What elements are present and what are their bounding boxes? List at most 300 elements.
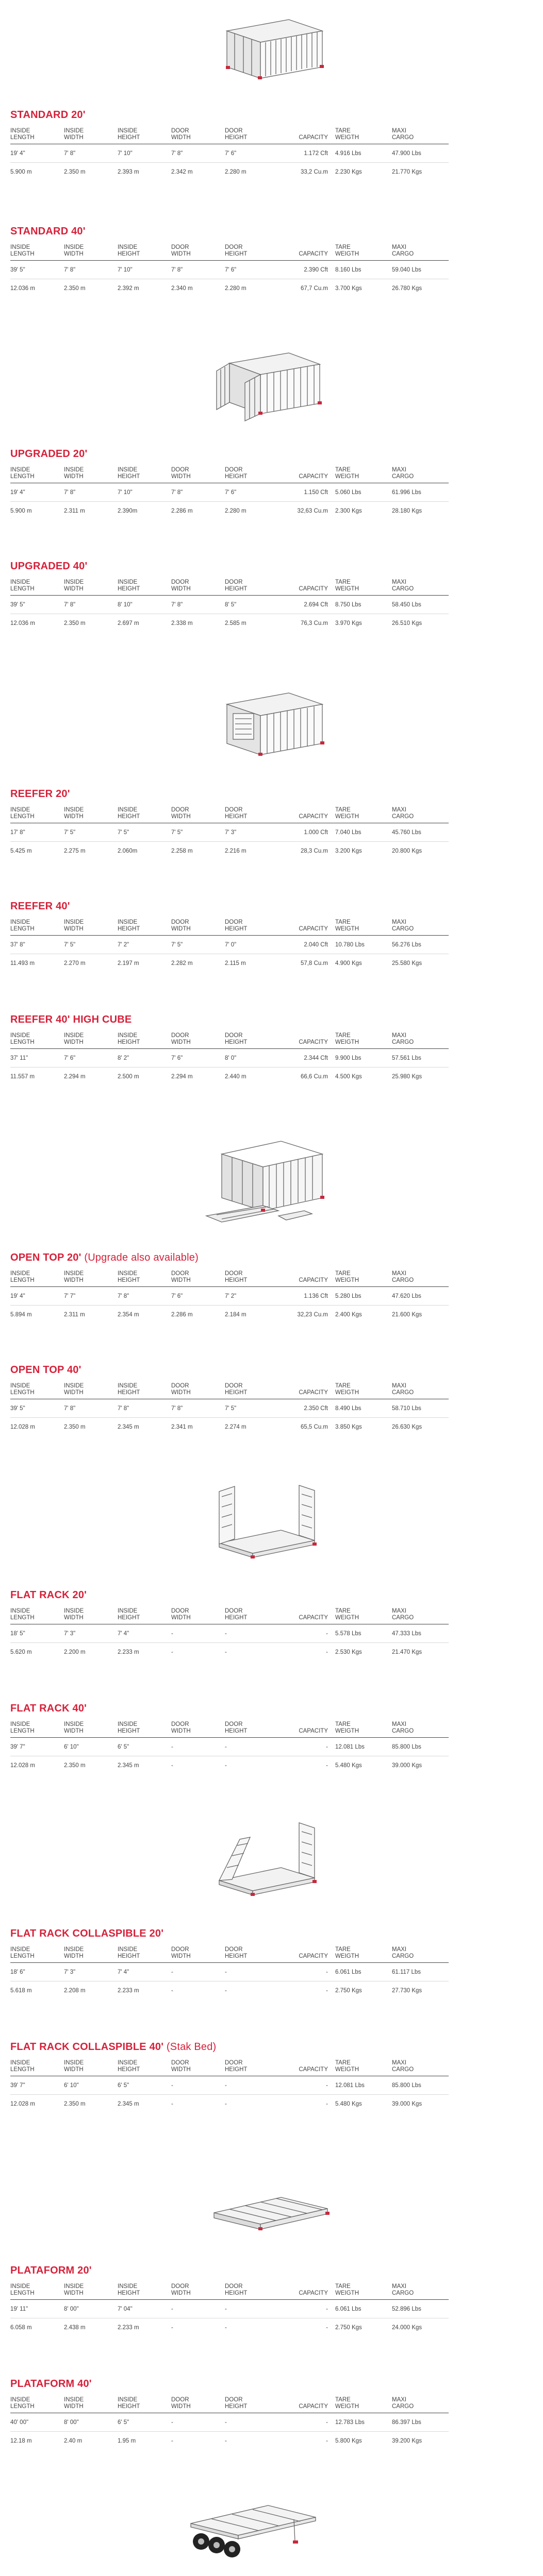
col-header-inside-width: INSIDE WIDTH (64, 1032, 118, 1049)
col-header-inside-width: INSIDE WIDTH (64, 2397, 118, 2413)
cell-inside-height: 2.345 m (118, 1424, 139, 1430)
cell-door-height: 2.280 m (225, 508, 246, 514)
cell-door-width: - (171, 2438, 173, 2444)
cell-inside-height: 2.233 m (118, 1988, 139, 1994)
cell-door-width: 2.340 m (171, 285, 193, 292)
cell-maxi-cargo: 47.620 Lbs (392, 1287, 449, 1306)
cell-tare-weight: 7.040 Lbs (335, 823, 392, 842)
col-header-door-height: DOOR HEIGHT (225, 1383, 278, 1399)
cell-door-height: 2.280 m (225, 169, 246, 175)
cell-inside-height: 8' 10" (118, 596, 171, 614)
cell-maxi-cargo: 21.470 Kgs (392, 1649, 422, 1655)
flat-rack-collapsible-40-title (10, 2041, 216, 2053)
cell-door-height: 2.440 m (225, 1074, 246, 1080)
cell-door-height: 7' 6" (225, 483, 278, 502)
cell-door-width: - (171, 1988, 173, 1994)
cell-capacity: 2.350 Cft (278, 1399, 335, 1418)
col-header-door-width: DOOR WIDTH (171, 128, 225, 144)
cell-inside-length: 12.028 m (10, 1762, 35, 1769)
cell-tare-weight: 12.783 Lbs (335, 2413, 392, 2432)
cell-inside-height: 1.95 m (118, 2438, 136, 2444)
cell-tare-weight: 3.700 Kgs (335, 285, 362, 292)
cell-inside-height: 2.354 m (118, 1312, 139, 1318)
cell-inside-width: 2.311 m (64, 508, 85, 514)
platform-20-table (10, 2283, 449, 2336)
cell-tare-weight: 3.200 Kgs (335, 848, 362, 854)
col-header-capacity: CAPACITY (278, 2283, 335, 2300)
cell-inside-length: 5.425 m (10, 848, 32, 854)
col-header-door-width: DOOR WIDTH (171, 2060, 225, 2076)
flat-rack-40-title: FLAT RACK 40' (10, 1703, 87, 1714)
cell-maxi-cargo: 39.200 Kgs (392, 2438, 422, 2444)
cell-tare-weight: 6.061 Lbs (335, 2300, 392, 2318)
cell-door-width: 7' 8" (171, 596, 225, 614)
flat-rack-20-table (10, 1608, 449, 1661)
col-header-maxi-cargo: MAXI CARGO (392, 919, 449, 936)
open-top-40-title: OPEN TOP 40' (10, 1364, 81, 1376)
upgraded-40-title: UPGRADED 40' (10, 561, 88, 572)
cell-door-height: - (225, 1624, 278, 1643)
col-header-tare-weight: TARE WEIGTH (335, 128, 392, 144)
cell-inside-length: 12.036 m (10, 285, 35, 292)
cell-door-height: - (225, 1649, 227, 1655)
standard-container-illustration (206, 10, 330, 88)
cell-door-width: - (171, 2076, 225, 2095)
cell-maxi-cargo: 25.580 Kgs (392, 960, 422, 967)
col-header-inside-length: INSIDE LENGTH (10, 1032, 64, 1049)
cell-door-width: 7' 8" (171, 261, 225, 279)
cell-inside-width: 7' 8" (64, 596, 118, 614)
cell-inside-height: 7' 10" (118, 261, 171, 279)
cell-tare-weight: 3.850 Kgs (335, 1424, 362, 1430)
col-header-maxi-cargo: MAXI CARGO (392, 244, 449, 261)
col-header-tare-weight: TARE WEIGTH (335, 1721, 392, 1738)
cell-maxi-cargo: 24.000 Kgs (392, 2325, 422, 2331)
cell-inside-width: 2.270 m (64, 960, 86, 967)
cell-tare-weight: 5.480 Kgs (335, 2101, 362, 2107)
cell-tare-weight: 4.916 Lbs (335, 144, 392, 163)
cell-inside-height: 8' 2" (118, 1049, 171, 1067)
col-header-maxi-cargo: MAXI CARGO (392, 807, 449, 823)
table-row (10, 163, 449, 181)
cell-capacity: 2.390 Cft (278, 261, 335, 279)
cell-capacity: 2.040 Cft (278, 936, 335, 954)
col-header-inside-width: INSIDE WIDTH (64, 467, 118, 483)
col-header-inside-height: INSIDE HEIGHT (118, 1032, 171, 1049)
cell-tare-weight: 2.750 Kgs (335, 2325, 362, 2331)
col-header-maxi-cargo: MAXI CARGO (392, 1270, 449, 1287)
table-row (10, 2432, 449, 2450)
cell-inside-height: 2.345 m (118, 1762, 139, 1769)
flat-rack-collapsible-illustration (204, 1819, 327, 1906)
open-top-20-table (10, 1270, 449, 1324)
col-header-inside-length: INSIDE LENGTH (10, 1270, 64, 1287)
col-header-inside-height: INSIDE HEIGHT (118, 1946, 171, 1963)
col-header-door-width: DOOR WIDTH (171, 2283, 225, 2300)
col-header-inside-height: INSIDE HEIGHT (118, 2060, 171, 2076)
cell-inside-length: 6.058 m (10, 2325, 32, 2331)
col-header-capacity: CAPACITY (278, 1608, 335, 1624)
col-header-inside-length: INSIDE LENGTH (10, 2060, 64, 2076)
cell-inside-width: 7' 3" (64, 1624, 118, 1643)
cell-door-width: 2.338 m (171, 620, 193, 626)
table-row (10, 954, 449, 973)
standard-20-table (10, 128, 449, 181)
reefer-20-table (10, 807, 449, 860)
col-header-capacity: CAPACITY (278, 1270, 335, 1287)
col-header-inside-height: INSIDE HEIGHT (118, 807, 171, 823)
cell-inside-width: 2.275 m (64, 848, 86, 854)
cell-inside-width: 2.350 m (64, 2101, 86, 2107)
cell-capacity: 1.000 Cft (278, 823, 335, 842)
col-header-maxi-cargo: MAXI CARGO (392, 1608, 449, 1624)
col-header-maxi-cargo: MAXI CARGO (392, 579, 449, 596)
cell-door-height: 2.115 m (225, 960, 246, 967)
col-header-inside-width: INSIDE WIDTH (64, 1270, 118, 1287)
col-header-door-height: DOOR HEIGHT (225, 1270, 278, 1287)
upgraded-20-title: UPGRADED 20' (10, 448, 88, 460)
cell-inside-width: 2.350 m (64, 620, 86, 626)
col-header-inside-length: INSIDE LENGTH (10, 467, 64, 483)
col-header-inside-height: INSIDE HEIGHT (118, 1383, 171, 1399)
col-header-door-height: DOOR HEIGHT (225, 1946, 278, 1963)
cell-maxi-cargo: 61.117 Lbs (392, 1963, 449, 1981)
cell-door-height: 2.585 m (225, 620, 246, 626)
cell-inside-height: 2.697 m (118, 620, 139, 626)
col-header-door-height: DOOR HEIGHT (225, 467, 278, 483)
col-header-inside-width: INSIDE WIDTH (64, 919, 118, 936)
cell-inside-length: 18' 6" (10, 1963, 64, 1981)
cell-maxi-cargo: 39.000 Kgs (392, 2101, 422, 2107)
table-row (10, 2076, 449, 2095)
col-header-maxi-cargo: MAXI CARGO (392, 1721, 449, 1738)
cell-capacity: - (326, 1762, 328, 1769)
col-header-door-width: DOOR WIDTH (171, 244, 225, 261)
cell-inside-height: 2.197 m (118, 960, 139, 967)
cell-inside-length: 5.620 m (10, 1649, 32, 1655)
cell-door-width: 7' 8" (171, 483, 225, 502)
cell-capacity: - (326, 2438, 328, 2444)
cell-door-height: 2.184 m (225, 1312, 246, 1318)
cell-inside-width: 7' 3" (64, 1963, 118, 1981)
col-header-inside-height: INSIDE HEIGHT (118, 1270, 171, 1287)
cell-inside-width: 7' 6" (64, 1049, 118, 1067)
cell-tare-weight: 8.160 Lbs (335, 261, 392, 279)
standard-20-title: STANDARD 20' (10, 109, 86, 121)
table-row (10, 614, 449, 633)
cell-door-width: 7' 8" (171, 1399, 225, 1418)
col-header-tare-weight: TARE WEIGTH (335, 2060, 392, 2076)
col-header-maxi-cargo: MAXI CARGO (392, 2283, 449, 2300)
cell-door-width: 2.286 m (171, 1312, 193, 1318)
flat-rack-collapsible-40-title-text: FLAT RACK COLLASPIBLE 40' (10, 2041, 164, 2053)
cell-capacity: 66,6 Cu.m (300, 1074, 328, 1080)
cell-inside-length: 5.618 m (10, 1988, 32, 1994)
col-header-maxi-cargo: MAXI CARGO (392, 1946, 449, 1963)
cell-tare-weight: 2.530 Kgs (335, 1649, 362, 1655)
cell-inside-height: 2.390m (118, 508, 138, 514)
flat-rack-illustration (204, 1481, 327, 1569)
cell-capacity: 1.172 Cft (278, 144, 335, 163)
cell-capacity: 57,8 Cu.m (300, 960, 328, 967)
cell-door-width: 7' 6" (171, 1049, 225, 1067)
standard-40-title: STANDARD 40' (10, 226, 86, 237)
cell-inside-width: 2.40 m (64, 2438, 83, 2444)
col-header-tare-weight: TARE WEIGTH (335, 467, 392, 483)
col-header-door-height: DOOR HEIGHT (225, 128, 278, 144)
cell-tare-weight: 5.480 Kgs (335, 1762, 362, 1769)
col-header-capacity: CAPACITY (278, 467, 335, 483)
col-header-door-height: DOOR HEIGHT (225, 1032, 278, 1049)
cell-maxi-cargo: 47.333 Lbs (392, 1624, 449, 1643)
table-row (10, 1643, 449, 1662)
cell-door-width: - (171, 2101, 173, 2107)
cell-tare-weight: 5.280 Lbs (335, 1287, 392, 1306)
cell-tare-weight: 3.970 Kgs (335, 620, 362, 626)
cell-door-height: 7' 3" (225, 823, 278, 842)
flat-rack-collapsible-40-note: (Stak Bed) (163, 2041, 217, 2053)
col-header-door-width: DOOR WIDTH (171, 2397, 225, 2413)
cell-inside-height: 7' 4" (118, 1963, 171, 1981)
cell-door-height: 8' 0" (225, 1049, 278, 1067)
col-header-tare-weight: TARE WEIGTH (335, 1608, 392, 1624)
col-header-door-height: DOOR HEIGHT (225, 807, 278, 823)
cell-tare-weight: 6.061 Lbs (335, 1963, 392, 1981)
table-row (10, 2095, 449, 2113)
flat-rack-collapsible-20-table (10, 1946, 449, 1999)
col-header-capacity: CAPACITY (278, 579, 335, 596)
cell-inside-height: 2.233 m (118, 2325, 139, 2331)
cell-inside-height: 2.393 m (118, 169, 139, 175)
reefer-20-title: REEFER 20' (10, 788, 70, 800)
cell-maxi-cargo: 47.900 Lbs (392, 144, 449, 163)
cell-capacity: - (326, 1649, 328, 1655)
cell-inside-length: 5.894 m (10, 1312, 32, 1318)
col-header-capacity: CAPACITY (278, 1946, 335, 1963)
cell-door-width: 7' 5" (171, 936, 225, 954)
cell-inside-length: 39' 5" (10, 596, 64, 614)
reefer-40-hc-table (10, 1032, 449, 1086)
standard-40-table (10, 244, 449, 297)
col-header-maxi-cargo: MAXI CARGO (392, 2060, 449, 2076)
cell-inside-width: 2.350 m (64, 285, 86, 292)
cell-door-height: 7' 5" (225, 1399, 278, 1418)
cell-inside-length: 5.900 m (10, 169, 32, 175)
col-header-inside-height: INSIDE HEIGHT (118, 579, 171, 596)
cell-door-height: - (225, 2413, 278, 2432)
upgraded-container-illustration (206, 343, 330, 425)
cell-capacity: - (278, 1963, 335, 1981)
col-header-capacity: CAPACITY (278, 919, 335, 936)
cell-inside-width: 7' 8" (64, 483, 118, 502)
col-header-door-width: DOOR WIDTH (171, 1721, 225, 1738)
reefer-container-illustration (206, 683, 330, 765)
cell-maxi-cargo: 27.730 Kgs (392, 1988, 422, 1994)
cell-inside-length: 39' 7" (10, 1738, 64, 1756)
cell-capacity: 28,3 Cu.m (300, 848, 328, 854)
table-row (10, 1049, 449, 1067)
cell-inside-width: 6' 10" (64, 1738, 118, 1756)
cell-inside-length: 17' 8" (10, 823, 64, 842)
cell-capacity: 32,23 Cu.m (297, 1312, 328, 1318)
col-header-door-height: DOOR HEIGHT (225, 919, 278, 936)
cell-inside-length: 19' 4" (10, 483, 64, 502)
col-header-inside-height: INSIDE HEIGHT (118, 128, 171, 144)
cell-door-height: - (225, 1738, 278, 1756)
cell-inside-length: 19' 11" (10, 2300, 64, 2318)
col-header-tare-weight: TARE WEIGTH (335, 2283, 392, 2300)
cell-maxi-cargo: 26.630 Kgs (392, 1424, 422, 1430)
cell-maxi-cargo: 52.896 Lbs (392, 2300, 449, 2318)
cell-inside-length: 37' 8" (10, 936, 64, 954)
col-header-inside-length: INSIDE LENGTH (10, 579, 64, 596)
col-header-inside-height: INSIDE HEIGHT (118, 467, 171, 483)
cell-door-height: 2.280 m (225, 285, 246, 292)
col-header-inside-height: INSIDE HEIGHT (118, 919, 171, 936)
col-header-inside-width: INSIDE WIDTH (64, 244, 118, 261)
cell-capacity: - (278, 1738, 335, 1756)
table-row (10, 261, 449, 279)
cell-tare-weight: 12.081 Lbs (335, 1738, 392, 1756)
col-header-inside-height: INSIDE HEIGHT (118, 1608, 171, 1624)
cell-maxi-cargo: 58.710 Lbs (392, 1399, 449, 1418)
cell-capacity: 1.150 Cft (278, 483, 335, 502)
col-header-door-height: DOOR HEIGHT (225, 2060, 278, 2076)
upgraded-20-table (10, 467, 449, 520)
col-header-door-height: DOOR HEIGHT (225, 579, 278, 596)
cell-inside-height: 2.060m (118, 848, 138, 854)
col-header-door-height: DOOR HEIGHT (225, 244, 278, 261)
col-header-tare-weight: TARE WEIGTH (335, 1383, 392, 1399)
table-row (10, 1418, 449, 1436)
cell-inside-height: 2.500 m (118, 1074, 139, 1080)
cell-inside-length: 39' 5" (10, 261, 64, 279)
cell-maxi-cargo: 58.450 Lbs (392, 596, 449, 614)
col-header-inside-width: INSIDE WIDTH (64, 579, 118, 596)
cell-tare-weight: 2.230 Kgs (335, 169, 362, 175)
cell-door-width: - (171, 1624, 225, 1643)
cell-inside-length: 39' 5" (10, 1399, 64, 1418)
cell-capacity: 33,2 Cu.m (300, 169, 328, 175)
cell-inside-height: 7' 8" (118, 1399, 171, 1418)
cell-maxi-cargo: 26.780 Kgs (392, 285, 422, 292)
cell-maxi-cargo: 28.180 Kgs (392, 508, 422, 514)
table-row (10, 1963, 449, 1981)
flat-rack-collapsible-20-title: FLAT RACK COLLASPIBLE 20' (10, 1928, 164, 1939)
table-row (10, 1306, 449, 1324)
cell-inside-height: 6' 5" (118, 2076, 171, 2095)
cell-inside-length: 11.493 m (10, 960, 35, 967)
col-header-inside-height: INSIDE HEIGHT (118, 244, 171, 261)
col-header-tare-weight: TARE WEIGTH (335, 244, 392, 261)
col-header-inside-length: INSIDE LENGTH (10, 1608, 64, 1624)
open-top-40-table (10, 1383, 449, 1436)
cell-tare-weight: 8.490 Lbs (335, 1399, 392, 1418)
col-header-inside-width: INSIDE WIDTH (64, 2283, 118, 2300)
col-header-tare-weight: TARE WEIGTH (335, 1032, 392, 1049)
cell-inside-height: 7' 5" (118, 823, 171, 842)
col-header-capacity: CAPACITY (278, 2060, 335, 2076)
cell-door-width: 2.294 m (171, 1074, 193, 1080)
cell-maxi-cargo: 85.800 Lbs (392, 2076, 449, 2095)
cell-maxi-cargo: 25.980 Kgs (392, 1074, 422, 1080)
cell-inside-length: 19' 4" (10, 144, 64, 163)
cell-door-width: - (171, 1762, 173, 1769)
table-row (10, 936, 449, 954)
col-header-door-height: DOOR HEIGHT (225, 1608, 278, 1624)
cell-inside-height: 2.233 m (118, 1649, 139, 1655)
col-header-capacity: CAPACITY (278, 2397, 335, 2413)
cell-inside-length: 19' 4" (10, 1287, 64, 1306)
cell-inside-width: 7' 8" (64, 261, 118, 279)
cell-inside-length: 12.028 m (10, 1424, 35, 1430)
cell-capacity: 67,7 Cu.m (300, 285, 328, 292)
cell-inside-width: 7' 8" (64, 1399, 118, 1418)
cell-capacity: - (278, 1624, 335, 1643)
col-header-tare-weight: TARE WEIGTH (335, 1270, 392, 1287)
col-header-door-width: DOOR WIDTH (171, 1032, 225, 1049)
cell-inside-width: 6' 10" (64, 2076, 118, 2095)
col-header-maxi-cargo: MAXI CARGO (392, 467, 449, 483)
col-header-tare-weight: TARE WEIGTH (335, 807, 392, 823)
chassis-illustration (180, 2493, 325, 2570)
cell-tare-weight: 5.578 Lbs (335, 1624, 392, 1643)
cell-inside-width: 2.350 m (64, 1762, 86, 1769)
cell-inside-width: 7' 7" (64, 1287, 118, 1306)
col-header-capacity: CAPACITY (278, 807, 335, 823)
cell-inside-height: 6' 5" (118, 1738, 171, 1756)
cell-door-height: 7' 6" (225, 144, 278, 163)
cell-tare-weight: 4.500 Kgs (335, 1074, 362, 1080)
cell-tare-weight: 4.900 Kgs (335, 960, 362, 967)
col-header-inside-height: INSIDE HEIGHT (118, 1721, 171, 1738)
table-row (10, 2300, 449, 2318)
cell-maxi-cargo: 21.600 Kgs (392, 1312, 422, 1318)
cell-tare-weight: 9.900 Lbs (335, 1049, 392, 1067)
flat-rack-40-table (10, 1721, 449, 1774)
cell-door-height: - (225, 2438, 227, 2444)
cell-inside-height: 7' 10" (118, 144, 171, 163)
cell-inside-length: 12.036 m (10, 620, 35, 626)
table-row (10, 1287, 449, 1306)
cell-inside-length: 5.900 m (10, 508, 32, 514)
cell-capacity: - (278, 2300, 335, 2318)
col-header-door-width: DOOR WIDTH (171, 579, 225, 596)
table-row (10, 144, 449, 163)
cell-door-height: 8' 5" (225, 596, 278, 614)
col-header-door-width: DOOR WIDTH (171, 1608, 225, 1624)
cell-inside-width: 8' 00" (64, 2300, 118, 2318)
platform-illustration (204, 2182, 338, 2244)
cell-door-height: - (225, 2101, 227, 2107)
col-header-inside-length: INSIDE LENGTH (10, 128, 64, 144)
col-header-capacity: CAPACITY (278, 244, 335, 261)
reefer-40-hc-title: REEFER 40' HIGH CUBE (10, 1014, 132, 1025)
cell-door-width: - (171, 1738, 225, 1756)
cell-inside-length: 12.028 m (10, 2101, 35, 2107)
cell-inside-width: 8' 00" (64, 2413, 118, 2432)
col-header-door-width: DOOR WIDTH (171, 467, 225, 483)
col-header-inside-height: INSIDE HEIGHT (118, 2283, 171, 2300)
col-header-maxi-cargo: MAXI CARGO (392, 1383, 449, 1399)
cell-inside-width: 7' 5" (64, 823, 118, 842)
cell-maxi-cargo: 59.040 Lbs (392, 261, 449, 279)
col-header-inside-length: INSIDE LENGTH (10, 2397, 64, 2413)
col-header-capacity: CAPACITY (278, 1721, 335, 1738)
cell-capacity: 1.136 Cft (278, 1287, 335, 1306)
cell-inside-width: 2.200 m (64, 1649, 86, 1655)
cell-maxi-cargo: 21.770 Kgs (392, 169, 422, 175)
